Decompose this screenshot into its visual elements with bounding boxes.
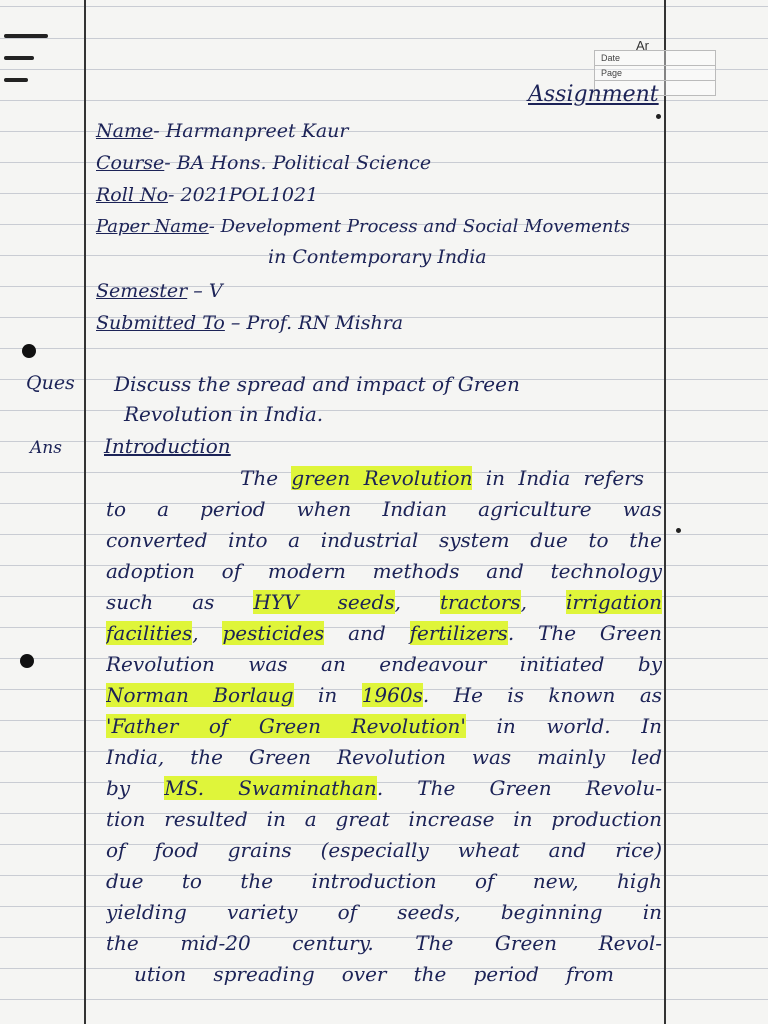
name-label: Name bbox=[96, 120, 154, 142]
paper-value-1: Development Process and Social Movements bbox=[220, 216, 630, 237]
answer-text: in bbox=[293, 683, 362, 707]
answer-line bbox=[134, 962, 614, 986]
date-label: Date bbox=[595, 51, 715, 66]
answer-text: . The Green bbox=[507, 621, 662, 645]
answer-text: adoption of modern methods and technology bbox=[106, 559, 662, 583]
question-line-1: Discuss the spread and impact of Green bbox=[114, 372, 520, 396]
answer-line bbox=[240, 466, 644, 490]
submitted-line: Submitted To – Prof. RN Mishra bbox=[96, 312, 404, 334]
edge-mark bbox=[4, 34, 48, 38]
answer-line bbox=[106, 621, 662, 645]
submitted-value: Prof. RN Mishra bbox=[246, 312, 404, 334]
highlighted-term: MS. Swaminathan bbox=[164, 776, 377, 800]
semester-label: Semester bbox=[96, 280, 188, 302]
answer-text: in India refers bbox=[472, 466, 644, 490]
question-line-2: Revolution in India. bbox=[124, 402, 324, 426]
answer-text: converted into a industrial system due to the bbox=[106, 528, 662, 552]
answer-text: . The Green Revolu- bbox=[376, 776, 662, 800]
course-label: Course bbox=[96, 152, 165, 174]
assignment-heading: Assignment bbox=[528, 82, 659, 107]
answer-text: such as bbox=[106, 590, 254, 614]
answer-line bbox=[106, 683, 662, 707]
answer-text: yielding variety of seeds, beginning in bbox=[106, 900, 662, 924]
name-value: Harmanpreet Kaur bbox=[165, 120, 349, 142]
margin-line bbox=[84, 0, 86, 1024]
answer-line bbox=[106, 652, 662, 676]
answer-line bbox=[106, 559, 662, 583]
answer-text: ution spreading over the period from bbox=[134, 962, 614, 986]
highlighted-term: facilities bbox=[106, 621, 193, 645]
answer-heading: Introduction bbox=[104, 434, 231, 458]
highlighted-term: Norman Borlaug bbox=[106, 683, 294, 707]
answer-text: the mid-20 century. The Green Revol- bbox=[106, 931, 662, 955]
answer-text: in world. In bbox=[465, 714, 662, 738]
answer-text: and bbox=[324, 621, 410, 645]
answer-line bbox=[106, 745, 662, 769]
roll-label: Roll No bbox=[96, 184, 169, 206]
punch-hole-dot bbox=[22, 344, 36, 358]
answer-line bbox=[106, 838, 662, 862]
corner-mark: Ar bbox=[636, 38, 649, 53]
semester-line: Semester – V bbox=[96, 280, 223, 302]
paper-label: Paper Name bbox=[96, 216, 209, 237]
answer-text: , bbox=[520, 590, 566, 614]
answer-text: India, the Green Revolution was mainly led bbox=[106, 745, 662, 769]
answer-text: due to the introduction of new, high bbox=[106, 869, 662, 893]
answer-line bbox=[106, 807, 662, 831]
answer-text: by bbox=[106, 776, 165, 800]
answer-line bbox=[106, 869, 662, 893]
ink-dot bbox=[656, 114, 661, 119]
highlighted-term: pesticides bbox=[222, 621, 325, 645]
question-label: Ques bbox=[26, 372, 75, 394]
answer-text: tion resulted in a great increase in production bbox=[106, 807, 662, 831]
answer-text: Revolution was an endeavour initiated by bbox=[106, 652, 662, 676]
answer-text: The bbox=[240, 466, 292, 490]
answer-text: of food grains (especially wheat and rice) bbox=[106, 838, 662, 862]
submitted-label: Submitted To bbox=[96, 312, 225, 334]
answer-line bbox=[106, 931, 662, 955]
answer-line bbox=[106, 900, 662, 924]
answer-line bbox=[106, 497, 662, 521]
answer-line bbox=[106, 590, 662, 614]
paper-line: Paper Name- Development Process and Social Movements bbox=[96, 216, 630, 237]
answer-text: , bbox=[192, 621, 223, 645]
answer-text: , bbox=[394, 590, 440, 614]
highlighted-term: 'Father of Green Revolution' bbox=[106, 714, 466, 738]
ink-dot bbox=[676, 528, 681, 533]
punch-hole-dot bbox=[20, 654, 34, 668]
course-line: Course- BA Hons. Political Science bbox=[96, 152, 432, 174]
page-label: Page bbox=[595, 66, 715, 81]
answer-line bbox=[106, 528, 662, 552]
highlighted-term: 1960s bbox=[361, 683, 423, 707]
answer-line bbox=[106, 714, 662, 738]
answer-line bbox=[106, 776, 662, 800]
course-value: BA Hons. Political Science bbox=[176, 152, 432, 174]
edge-mark bbox=[4, 56, 34, 60]
answer-label: Ans bbox=[30, 438, 62, 458]
answer-text: . He is known as bbox=[422, 683, 662, 707]
answer-text: to a period when Indian agriculture was bbox=[106, 497, 662, 521]
highlighted-term: green Revolution bbox=[291, 466, 473, 490]
highlighted-term: HYV seeds bbox=[253, 590, 395, 614]
name-line: Name- Harmanpreet Kaur bbox=[96, 120, 349, 142]
highlighted-term: irrigation bbox=[566, 590, 662, 614]
highlighted-term: fertilizers bbox=[409, 621, 508, 645]
highlighted-term: tractors bbox=[439, 590, 521, 614]
roll-value: 2021POL1021 bbox=[180, 184, 319, 206]
paper-value-2: in Contemporary India bbox=[268, 246, 487, 268]
right-margin-line bbox=[664, 0, 666, 1024]
roll-line: Roll No- 2021POL1021 bbox=[96, 184, 319, 206]
edge-mark bbox=[4, 78, 28, 82]
semester-value: V bbox=[208, 280, 223, 302]
